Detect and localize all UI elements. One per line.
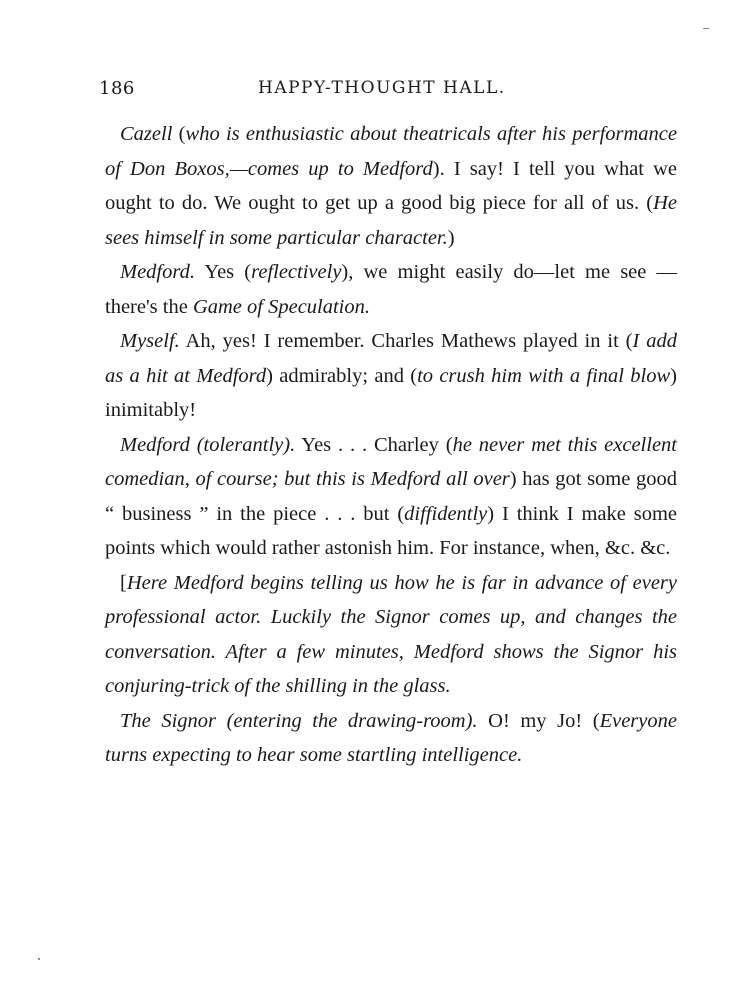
italic-segment: diffidently: [404, 502, 488, 525]
text-segment: (: [172, 123, 186, 145]
italic-segment: Medford.: [120, 261, 195, 283]
italic-segment: Myself.: [120, 330, 180, 352]
paragraph-cazell: [105, 117, 677, 255]
text-segment: ), we might easily do—let me see —there's the: [105, 261, 678, 318]
italic-segment: I add as a hit at Medford: [105, 330, 677, 387]
italic-segment: Everyone turns expecting to hear some startling intelligence.: [105, 709, 677, 766]
page-number: 186: [99, 78, 135, 99]
text-segment: O! my Jo! (: [477, 709, 600, 732]
stage-direction: [105, 566, 677, 704]
italic-segment: Medford (tolerantly).: [120, 433, 296, 456]
italic-segment: who is enthusiastic about theatricals after his performance of Don Boxos,—comes up to Medford: [105, 123, 677, 180]
italic-segment: Cazell: [120, 123, 173, 145]
stage-direction-bracket: [: [120, 571, 127, 594]
text-segment: ) inimitably!: [105, 364, 677, 421]
text-segment: Ah, yes! I remember. Charles Mathews played in it (: [179, 330, 633, 352]
text-segment: ) admirably; and (: [266, 364, 418, 387]
stage-direction-text: Here Medford begins telling us how he is far in advance of every professional actor. Luckily the Signor comes up, and changes the conversation. After a few minutes, Medford shows the Signor his conjuring-trick of the shilling in the glass.: [105, 571, 677, 697]
text-segment: Yes . . . Charley (: [295, 433, 453, 456]
italic-segment: The Signor (entering the drawing-room).: [120, 709, 478, 732]
running-head: HAPPY-THOUGHT HALL.: [258, 78, 506, 98]
margin-mark: [703, 28, 709, 33]
text-segment: ) has got some good “ business ” in the piece . . . but (: [105, 468, 677, 525]
italic-segment: He sees himself in some particular character.: [105, 192, 677, 249]
italic-segment: Game of Speculation.: [192, 295, 371, 318]
body-text: [105, 117, 677, 773]
text-segment: ) I think I make some points which would rather astonish him. For instance, when, &c. &c.: [105, 502, 677, 559]
text-segment: ): [447, 226, 455, 249]
italic-segment: reflectively: [251, 261, 342, 283]
paragraph-medford-1: [105, 255, 677, 324]
page-header: [0, 78, 745, 102]
edge-mark: [38, 958, 40, 960]
paragraph-myself: [105, 324, 677, 428]
italic-segment: to crush him with a final blow: [417, 364, 671, 387]
text-segment: ). I say! I tell you what we ought to do. We ought to get up a good big piece for all of us. (: [105, 157, 678, 214]
paragraph-medford-2: [105, 428, 677, 566]
text-segment: Yes (: [194, 261, 252, 283]
paragraph-signor: [105, 704, 677, 773]
italic-segment: he never met this excellent comedian, of course; but this is Medford all over: [105, 433, 677, 490]
